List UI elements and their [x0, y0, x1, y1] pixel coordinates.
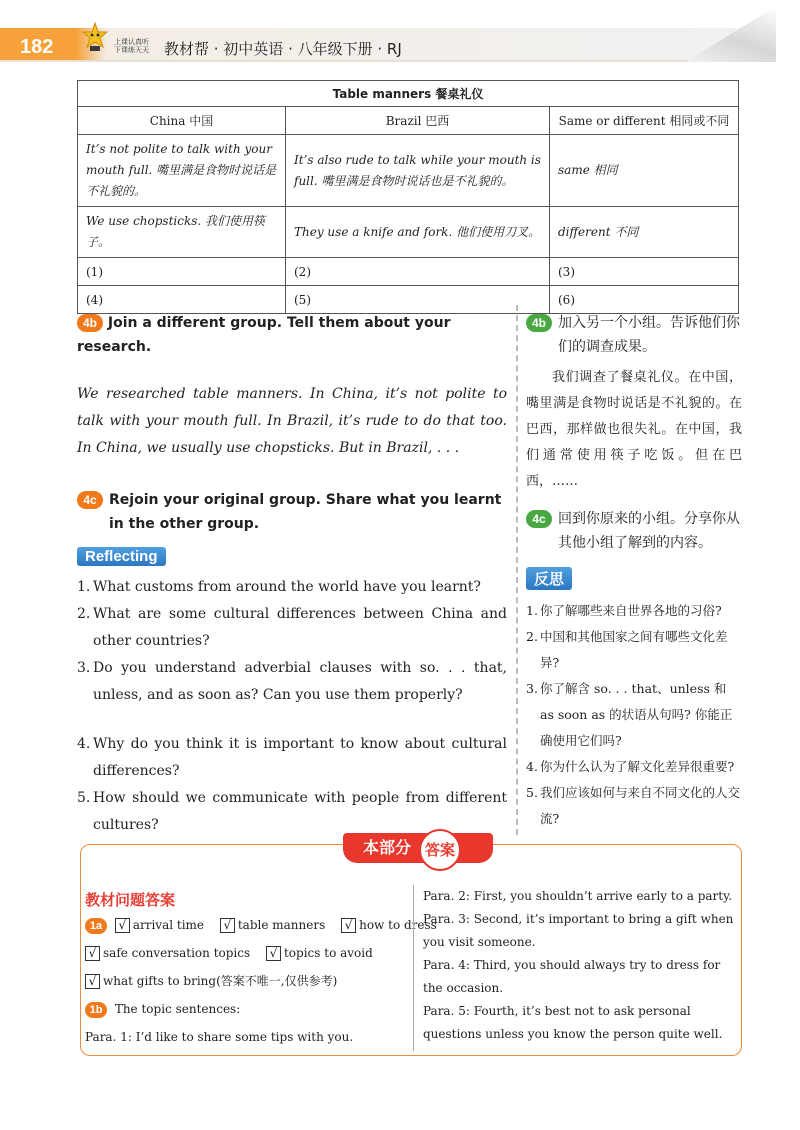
page-number: 182 — [20, 36, 54, 58]
task-4b-zh — [526, 311, 742, 359]
table-cell: It’s also rude to talk while your mouth is full. 嘴里满是食物时说话也是不礼貌的。 — [286, 135, 550, 207]
answers-divider — [413, 885, 414, 1051]
table-title: Table manners 餐桌礼仪 — [78, 81, 739, 107]
answers-circle: 答案 — [419, 829, 461, 871]
task-text: 回到你原来的小组。分享你从其他小组了解到的内容。 — [558, 511, 740, 551]
answer-para: Para. 2: First, you shouldn’t arrive early to a party. — [423, 889, 733, 903]
reflecting-heading-zh — [526, 567, 742, 590]
table-cell: It’s not polite to talk with your mouth full. 嘴里满是食物时说话是不礼貌的。 — [78, 135, 286, 207]
task-badge: 4b — [526, 314, 552, 332]
table-cell: (5) — [286, 286, 550, 314]
task-4b-instruction — [77, 311, 507, 359]
list-item: 5. How should we communicate with people from different cultures? — [77, 790, 507, 833]
table-cell: same 相同 — [550, 135, 739, 207]
answer-para: Para. 1: I’d like to share some tips with you. — [85, 1030, 354, 1044]
list-item: 4. Why do you think it is important to know about cultural differences? — [77, 736, 507, 779]
task-4c-instruction — [77, 488, 507, 536]
chinese-column — [526, 305, 742, 832]
table-cell: (3) — [550, 258, 739, 286]
table-cell: (6) — [550, 286, 739, 314]
answer-para: Para. 5: Fourth, it’s best not to ask personal questions unless you know the person quite well. — [423, 1004, 723, 1041]
star-mascot-icon — [82, 22, 108, 52]
table-cell: (2) — [286, 258, 550, 286]
list-item: 3. Do you understand adverbial clauses with so. . . that, unless, and as soon as? Can you use them properly? — [77, 660, 507, 703]
reflecting-label: Reflecting — [77, 547, 166, 566]
reflecting-label-zh: 反思 — [526, 567, 572, 590]
answers-heading: 教材问题答案 — [85, 891, 176, 909]
answer-para: Para. 4: Third, you should always try to dress for the occasion. — [423, 958, 721, 995]
sample-paragraph-zh: 我们调查了餐桌礼仪。在中国，嘴里满是食物时说话是不礼貌的。在巴西，那样做也很失礼。在中国，我们通常使用筷子吃饭。但在巴西，…… — [526, 370, 742, 489]
list-item: 5. 我们应该如何与来自不同文化的人交流? — [526, 785, 741, 826]
column-header: China 中国 — [78, 107, 286, 135]
answers-left — [85, 889, 437, 1051]
answers-box — [80, 838, 742, 1056]
slogan-line: 上课认真听 — [114, 38, 149, 46]
column-header: Brazil 巴西 — [286, 107, 550, 135]
task-text: Join a different group. Tell them about your research. — [77, 315, 451, 355]
check-icon: √ — [341, 918, 356, 933]
list-item: 2. What are some cultural differences between China and other countries? — [77, 606, 507, 649]
check-icon: √ — [115, 918, 130, 933]
answer-1a-line: 1a √ arrival time √ table manners √ how to dress — [85, 911, 407, 939]
slogan — [114, 38, 149, 54]
task-badge: 4c — [526, 510, 552, 528]
answer-checks-line: √ safe conversation topics √ topics to avoid — [85, 939, 407, 967]
check-icon: √ — [85, 974, 100, 989]
page-header — [0, 0, 800, 64]
list-item: 3. 你了解含 so. . . that、unless 和 as soon as 的状语从句吗? 你能正确使用它们吗? — [526, 681, 733, 748]
table-cell: different 不同 — [550, 207, 739, 258]
list-item: 2. 中国和其他国家之间有哪些文化差异? — [526, 629, 728, 670]
list-item: 1. What customs from around the world have you learnt? — [77, 579, 481, 595]
reflecting-heading — [77, 546, 507, 566]
check-icon: √ — [85, 946, 100, 961]
table-cell: We use chopsticks. 我们使用筷子。 — [78, 207, 286, 258]
slogan-line: 下课练天天 — [114, 46, 149, 54]
task-4c-zh — [526, 507, 742, 555]
answer-checks-line: √ what gifts to bring(答案不唯一,仅供参考) — [85, 967, 407, 995]
column-header: Same or different 相同或不同 — [550, 107, 739, 135]
table-row — [78, 207, 739, 258]
check-icon: √ — [266, 946, 281, 961]
task-text: 加入另一个小组。告诉他们你们的调查成果。 — [558, 315, 740, 355]
table-cell: (4) — [78, 286, 286, 314]
reflecting-questions — [77, 574, 507, 839]
answer-badge: 1a — [85, 918, 107, 934]
check-icon: √ — [220, 918, 235, 933]
task-text: Rejoin your original group. Share what you learnt in the other group. — [109, 492, 502, 532]
answers-tab: 本部分 — [343, 833, 493, 863]
reflecting-questions-zh — [526, 598, 742, 832]
book-title: 教材帮 · 初中英语 · 八年级下册 · RJ — [164, 40, 402, 58]
sample-paragraph: We researched table manners. In China, it’s not polite to talk with your mouth full. In Brazil, it’s rude to do that too. In China, we usually use chopsticks. But in Brazil, . . . — [77, 386, 507, 456]
task-badge: 4c — [77, 491, 103, 509]
answers-right — [423, 885, 735, 1046]
table-cell: (1) — [78, 258, 286, 286]
table-manners-table — [77, 80, 739, 314]
table-cell: They use a knife and fork. 他们使用刀叉。 — [286, 207, 550, 258]
list-item: 1. 你了解哪些来自世界各地的习俗? — [526, 603, 722, 618]
answer-1b-line: 1b The topic sentences: — [85, 995, 407, 1023]
list-item: 4. 你为什么认为了解文化差异很重要? — [526, 759, 735, 774]
answer-para: Para. 3: Second, it’s important to bring a gift when you visit someone. — [423, 912, 734, 949]
table-row — [78, 135, 739, 207]
answer-badge: 1b — [85, 1002, 107, 1018]
column-divider — [516, 305, 518, 835]
english-column — [77, 305, 507, 839]
task-badge: 4b — [77, 314, 103, 332]
table-row — [78, 258, 739, 286]
